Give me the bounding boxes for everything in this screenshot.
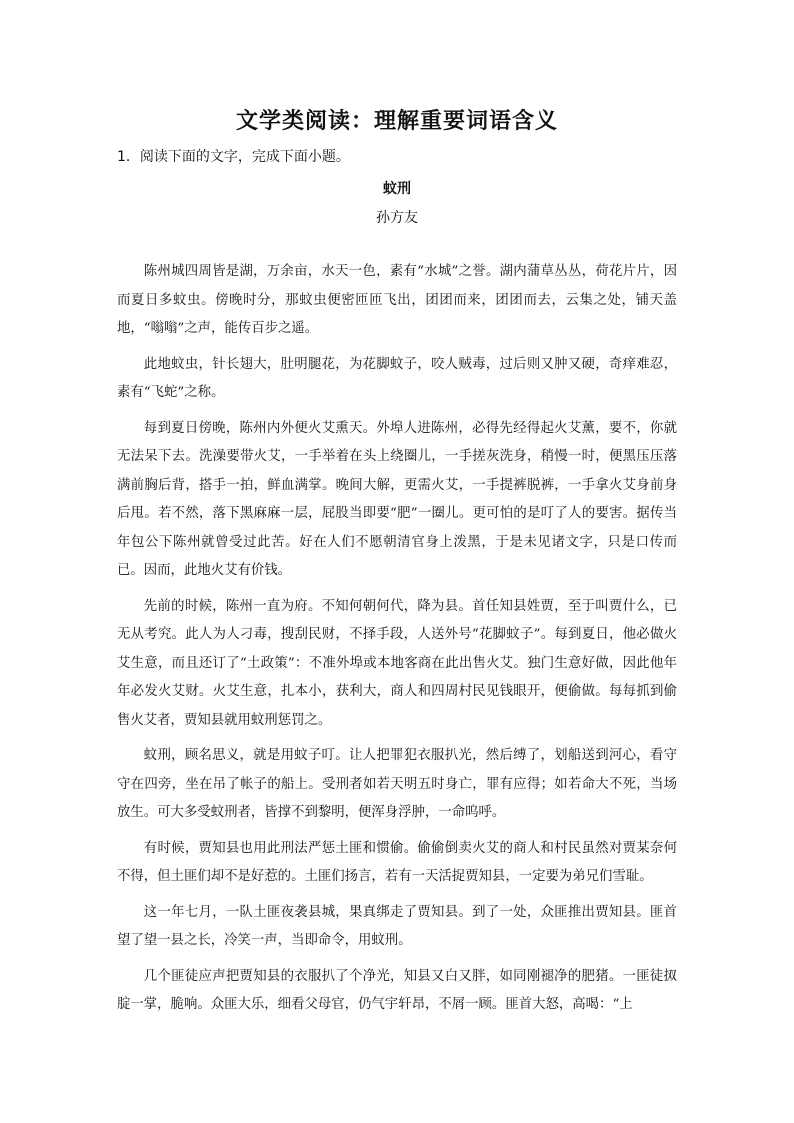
- paragraph: 有时候，贾知县也用此刑法严惩土匪和惯偷。偷偷倒卖火艾的商人和村民虽然对贾某奈何不得，但土匪们却不是好惹的。土匪们扬言，若有一天活捉贾知县，一定要为弟兄们雪耻。: [117, 840, 677, 884]
- paragraph: 此地蚊虫，针长翅大，肚明腿花，为花脚蚊子，咬人贼毒，过后则又肿又硬，奇痒难忍，素有“飞蛇”之称。: [117, 356, 677, 400]
- story-title: 蚊刑: [383, 181, 411, 197]
- paragraph: 蚊刑，顾名思义，就是用蚊子叮。让人把罪犯衣服扒光，然后缚了，划船送到河心，看守守在四旁，坐在吊了帐子的船上。受刑者如若天明五时身亡，罪有应得；如若命大不死，当场放生。可大多受蚊刑者，皆撑不到黎明，便浑身浮肿，一命呜呼。: [117, 748, 677, 820]
- paragraph: 每到夏日傍晚，陈州内外便火艾熏天。外埠人进陈州，必得先经得起火艾薰，要不，你就无法呆下去。洗澡要带火艾，一手举着在头上绕圈儿，一手搓灰洗身，稍慢一时，便黑压压落满前胸后背，搭手一拍，鲜血满掌。晚间大解，更需火艾，一手提裤脱裤，一手拿火艾身前身后甩。若不然，落下黑麻麻一层，屁股当即要“肥”一圈儿。更可怕的是叮了人的要害。据传当年包公下陈州就曾受过此苦。好在人们不愿朝清官身上泼黑，于是未见诸文字，只是口传而已。因而，此地火艾有价钱。: [117, 420, 677, 578]
- paragraph: 几个匪徒应声把贾知县的衣服扒了个净光，知县又白又胖，如同刚褪净的肥猪。一匪徒㧐腚一掌，脆响。众匪大乐，细看父母官，仍气宇轩昂，不屑一顾。匪首大怒，高喝：“上: [117, 968, 677, 1012]
- paragraph: 陈州城四周皆是湖，万余亩，水天一色，素有“水城”之誉。湖内蒲草丛丛，荷花片片，因而夏日多蚊虫。傍晚时分，那蚊虫便密匝匝飞出，团团而来，团团而去，云集之处，铺天盖地，“嗡嗡”之声，能传百步之遥。: [117, 264, 677, 336]
- paragraph: 先前的时候，陈州一直为府。不知何朝何代，降为县。首任知县姓贾，至于叫贾什么，已无从考究。此人为人刁毒，搜刮民财，不择手段，人送外号“花脚蚊子”。每到夏日，他必做火艾生意，而且还订了“土政策”：不准外埠或本地客商在此出售火艾。独门生意好做，因此他年年必发火艾财。火艾生意，扎本小，获利大，商人和四周村民见钱眼开，便偷做。每每抓到偷售火艾者，贾知县就用蚊刑惩罚之。: [117, 598, 677, 728]
- story-author: 孙方友: [376, 210, 418, 226]
- story-body: [117, 258, 677, 1027]
- page-title: 文学类阅读：理解重要词语含义: [235, 108, 558, 134]
- paragraph: 这一年七月，一队土匪夜袭县城，果真绑走了贾知县。到了一处，众匪推出贾知县。匪首望了望一县之长，冷笑一声，当即命令，用蚊刑。: [117, 904, 677, 948]
- question-prompt: 1．阅读下面的文字，完成下面小题。: [117, 149, 350, 165]
